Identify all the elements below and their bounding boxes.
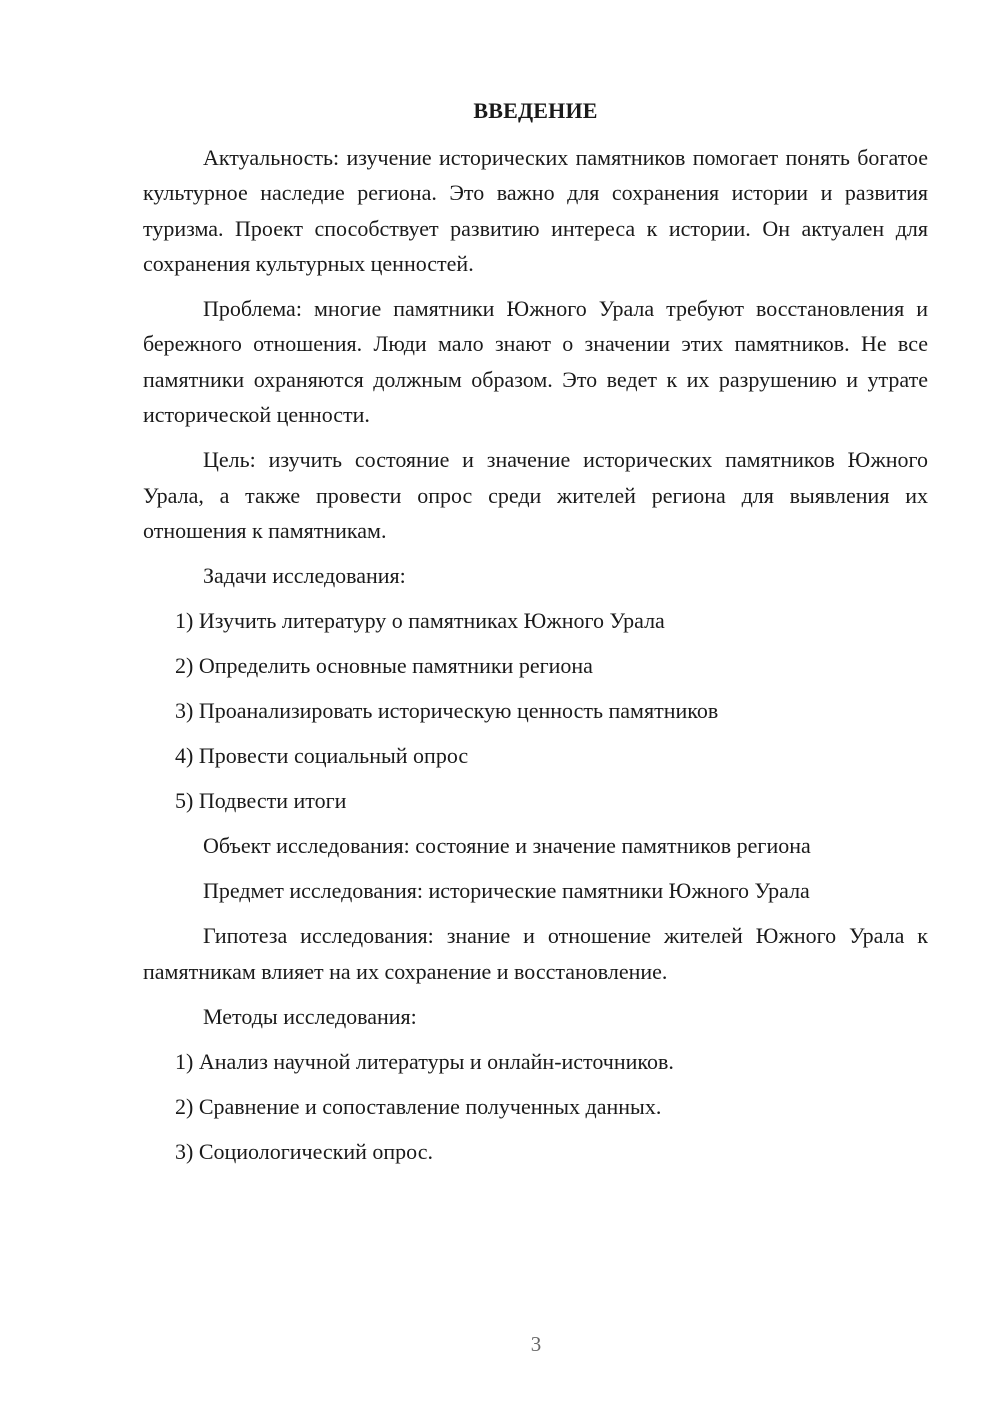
object-line: Объект исследования: состояние и значение памятников региона: [203, 833, 811, 859]
relevance-paragraph: Актуальность: изучение исторических памятников помогает понять богатое культурное наследие региона. Это важно для сохранения истории и развития туризма. Проект способствует развитию интереса к истории. Он актуален для сохранения культурных ценностей.: [143, 145, 928, 276]
tasks-heading: Задачи исследования:: [203, 563, 406, 589]
list-item: 3) Проанализировать историческую ценность памятников: [175, 698, 719, 724]
list-item: 3) Социологический опрос.: [175, 1138, 433, 1164]
list-item: 5) Подвести итоги: [175, 788, 347, 814]
list-item: 1) Анализ научной литературы и онлайн-источников.: [175, 1048, 674, 1074]
list-item: 4) Провести социальный опрос: [175, 743, 469, 769]
subject-line: Предмет исследования: исторические памятники Южного Урала: [203, 878, 810, 904]
list-item: 2) Сравнение и сопоставление полученных данных.: [175, 1093, 662, 1119]
section-title: ВВЕДЕНИЕ: [473, 98, 598, 123]
problem-paragraph: Проблема: многие памятники Южного Урала требуют восстановления и бережного отношения. Люди мало знают о значении этих памятников. Не все памятники охраняются должным образом. Это ведет к их разрушению и утрате исторической ценности.: [143, 296, 928, 428]
list-item: 2) Определить основные памятники региона: [175, 653, 593, 679]
page-content: [143, 94, 928, 1169]
goal-paragraph: Цель: изучить состояние и значение исторических памятников Южного Урала, а также провести опрос среди жителей региона для выявления их отношения к памятникам.: [143, 447, 928, 543]
methods-list: [143, 1044, 928, 1169]
page-number: 3: [530, 1332, 542, 1356]
methods-heading: Методы исследования:: [203, 1003, 417, 1029]
tasks-list: [143, 603, 928, 818]
hypothesis-paragraph: Гипотеза исследования: знание и отношение жителей Южного Урала к памятникам влияет на их сохранение и восстановление.: [143, 923, 928, 984]
list-item: 1) Изучить литературу о памятниках Южного Урала: [175, 608, 665, 634]
